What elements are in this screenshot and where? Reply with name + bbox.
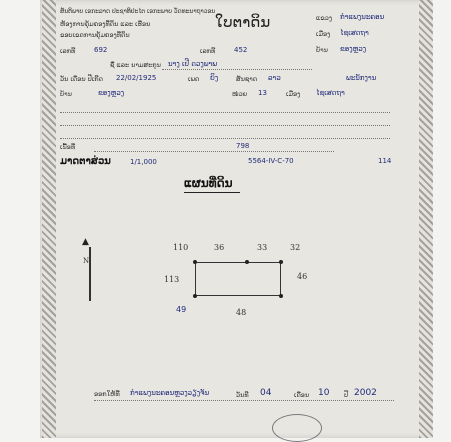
land-no-value: 452 <box>234 46 248 54</box>
map-title-underline <box>184 192 240 193</box>
province-value: ກຳແພງນະຄອນ <box>340 13 385 21</box>
scale-value: 1/1,000 <box>130 158 157 166</box>
nationality-value: ລາວ <box>268 74 281 82</box>
land-plot-boundary <box>195 262 281 296</box>
header-line-3: ຂອບເຂດການຄຸ້ມຄອງທີ່ດິນ <box>60 31 130 39</box>
right-ornamental-border <box>419 0 433 438</box>
header-line-1: ສັນຕິພາບ ເອກະລາດ ປະຊາທິປະໄຕ ເອກະພາບ ວັດທະນາຖາວອນ <box>60 8 216 15</box>
owner-label: ຊື່ ແລະ ນາມສະກຸນ <box>110 61 161 69</box>
left-ornamental-border <box>42 0 56 438</box>
map-number: 5564-IV-C-70 <box>248 157 294 165</box>
north-arrow-head-icon: ▲ <box>82 237 89 247</box>
boundary-marker-3 <box>279 260 283 264</box>
address-district-label: ເມືອງ <box>286 90 301 98</box>
area-label: ເນື້ອທີ່ <box>60 143 76 151</box>
boundary-marker-4 <box>193 294 197 298</box>
address-value: ຂອງຫຼວງ <box>98 89 125 97</box>
boundary-marker-1 <box>193 260 197 264</box>
footer-place-label: ອອກໃຫ້ທີ່ <box>94 390 120 398</box>
birth-date-label: ວັນ ເດືອນ ປີເກີດ <box>60 75 103 83</box>
doc-no-value: 692 <box>94 46 108 54</box>
map-right-label: 46 <box>297 272 308 281</box>
map-sheet-number: 114 <box>378 157 392 165</box>
unit-label: ໜ່ວຍ <box>232 90 248 98</box>
header-line-2: ຫ້ອງການຄຸ້ມຄອງທີ່ດິນ ແລະ ເຮືອນ <box>60 20 151 28</box>
map-top-label-3: 33 <box>257 243 268 252</box>
owner-value: ນາງ ເປີ ດວງພາພ <box>168 60 218 68</box>
district-label: ເມືອງ <box>316 30 331 38</box>
map-top-label-1: 110 <box>173 243 189 252</box>
province-label: ແຂວງ <box>316 14 332 22</box>
village-label: ບ້ານ <box>316 46 328 54</box>
north-arrow <box>89 247 91 301</box>
map-bottom-label: 48 <box>236 308 247 317</box>
nationality-label: ສັນຊາດ <box>236 75 258 83</box>
unit-value: 13 <box>258 89 267 97</box>
scale-label: ມາດຕາສ່ວນ <box>60 156 111 167</box>
district-value: ໄຊເສດຖາ <box>340 29 369 37</box>
footer-place: ກຳແພງນະຄອນຫຼວງວຽງຈັນ <box>130 389 210 397</box>
footer-year-label: ປີ <box>344 391 349 399</box>
map-corner-label: 49 <box>176 305 187 314</box>
footer-year: 2002 <box>354 388 377 398</box>
boundary-marker-2 <box>245 260 249 264</box>
area-value: 798 <box>236 142 250 150</box>
document-title: ໃບຕາດິນ <box>215 13 271 31</box>
map-title: ແຜນທີ່ດິນ <box>184 176 233 190</box>
footer-day-label: ວັນທີ <box>236 391 249 399</box>
address-label: ບ້ານ <box>60 90 72 98</box>
gender-label: ເພດ <box>188 75 200 83</box>
address-district-value: ໄຊເສດຖາ <box>316 89 345 97</box>
map-top-label-4: 32 <box>290 243 301 252</box>
footer-month-label: ເດືອນ <box>294 391 310 399</box>
village-value: ຂອງຫຼວງ <box>340 45 367 53</box>
doc-no-label: ເລກທີ <box>60 47 76 55</box>
map-top-label-2: 36 <box>214 243 225 252</box>
map-left-label: 113 <box>164 275 180 284</box>
land-no-label: ເລກທີ <box>200 47 216 55</box>
birth-date-value: 22/02/1925 <box>116 74 157 82</box>
footer-day: 04 <box>260 388 272 398</box>
gender-value: ຍິງ <box>210 74 219 82</box>
boundary-marker-5 <box>279 294 283 298</box>
north-symbol: N <box>83 257 90 265</box>
footer-month: 10 <box>318 388 330 398</box>
document-content <box>58 0 418 438</box>
occupation-value: ພະນັກງານ <box>346 74 377 82</box>
